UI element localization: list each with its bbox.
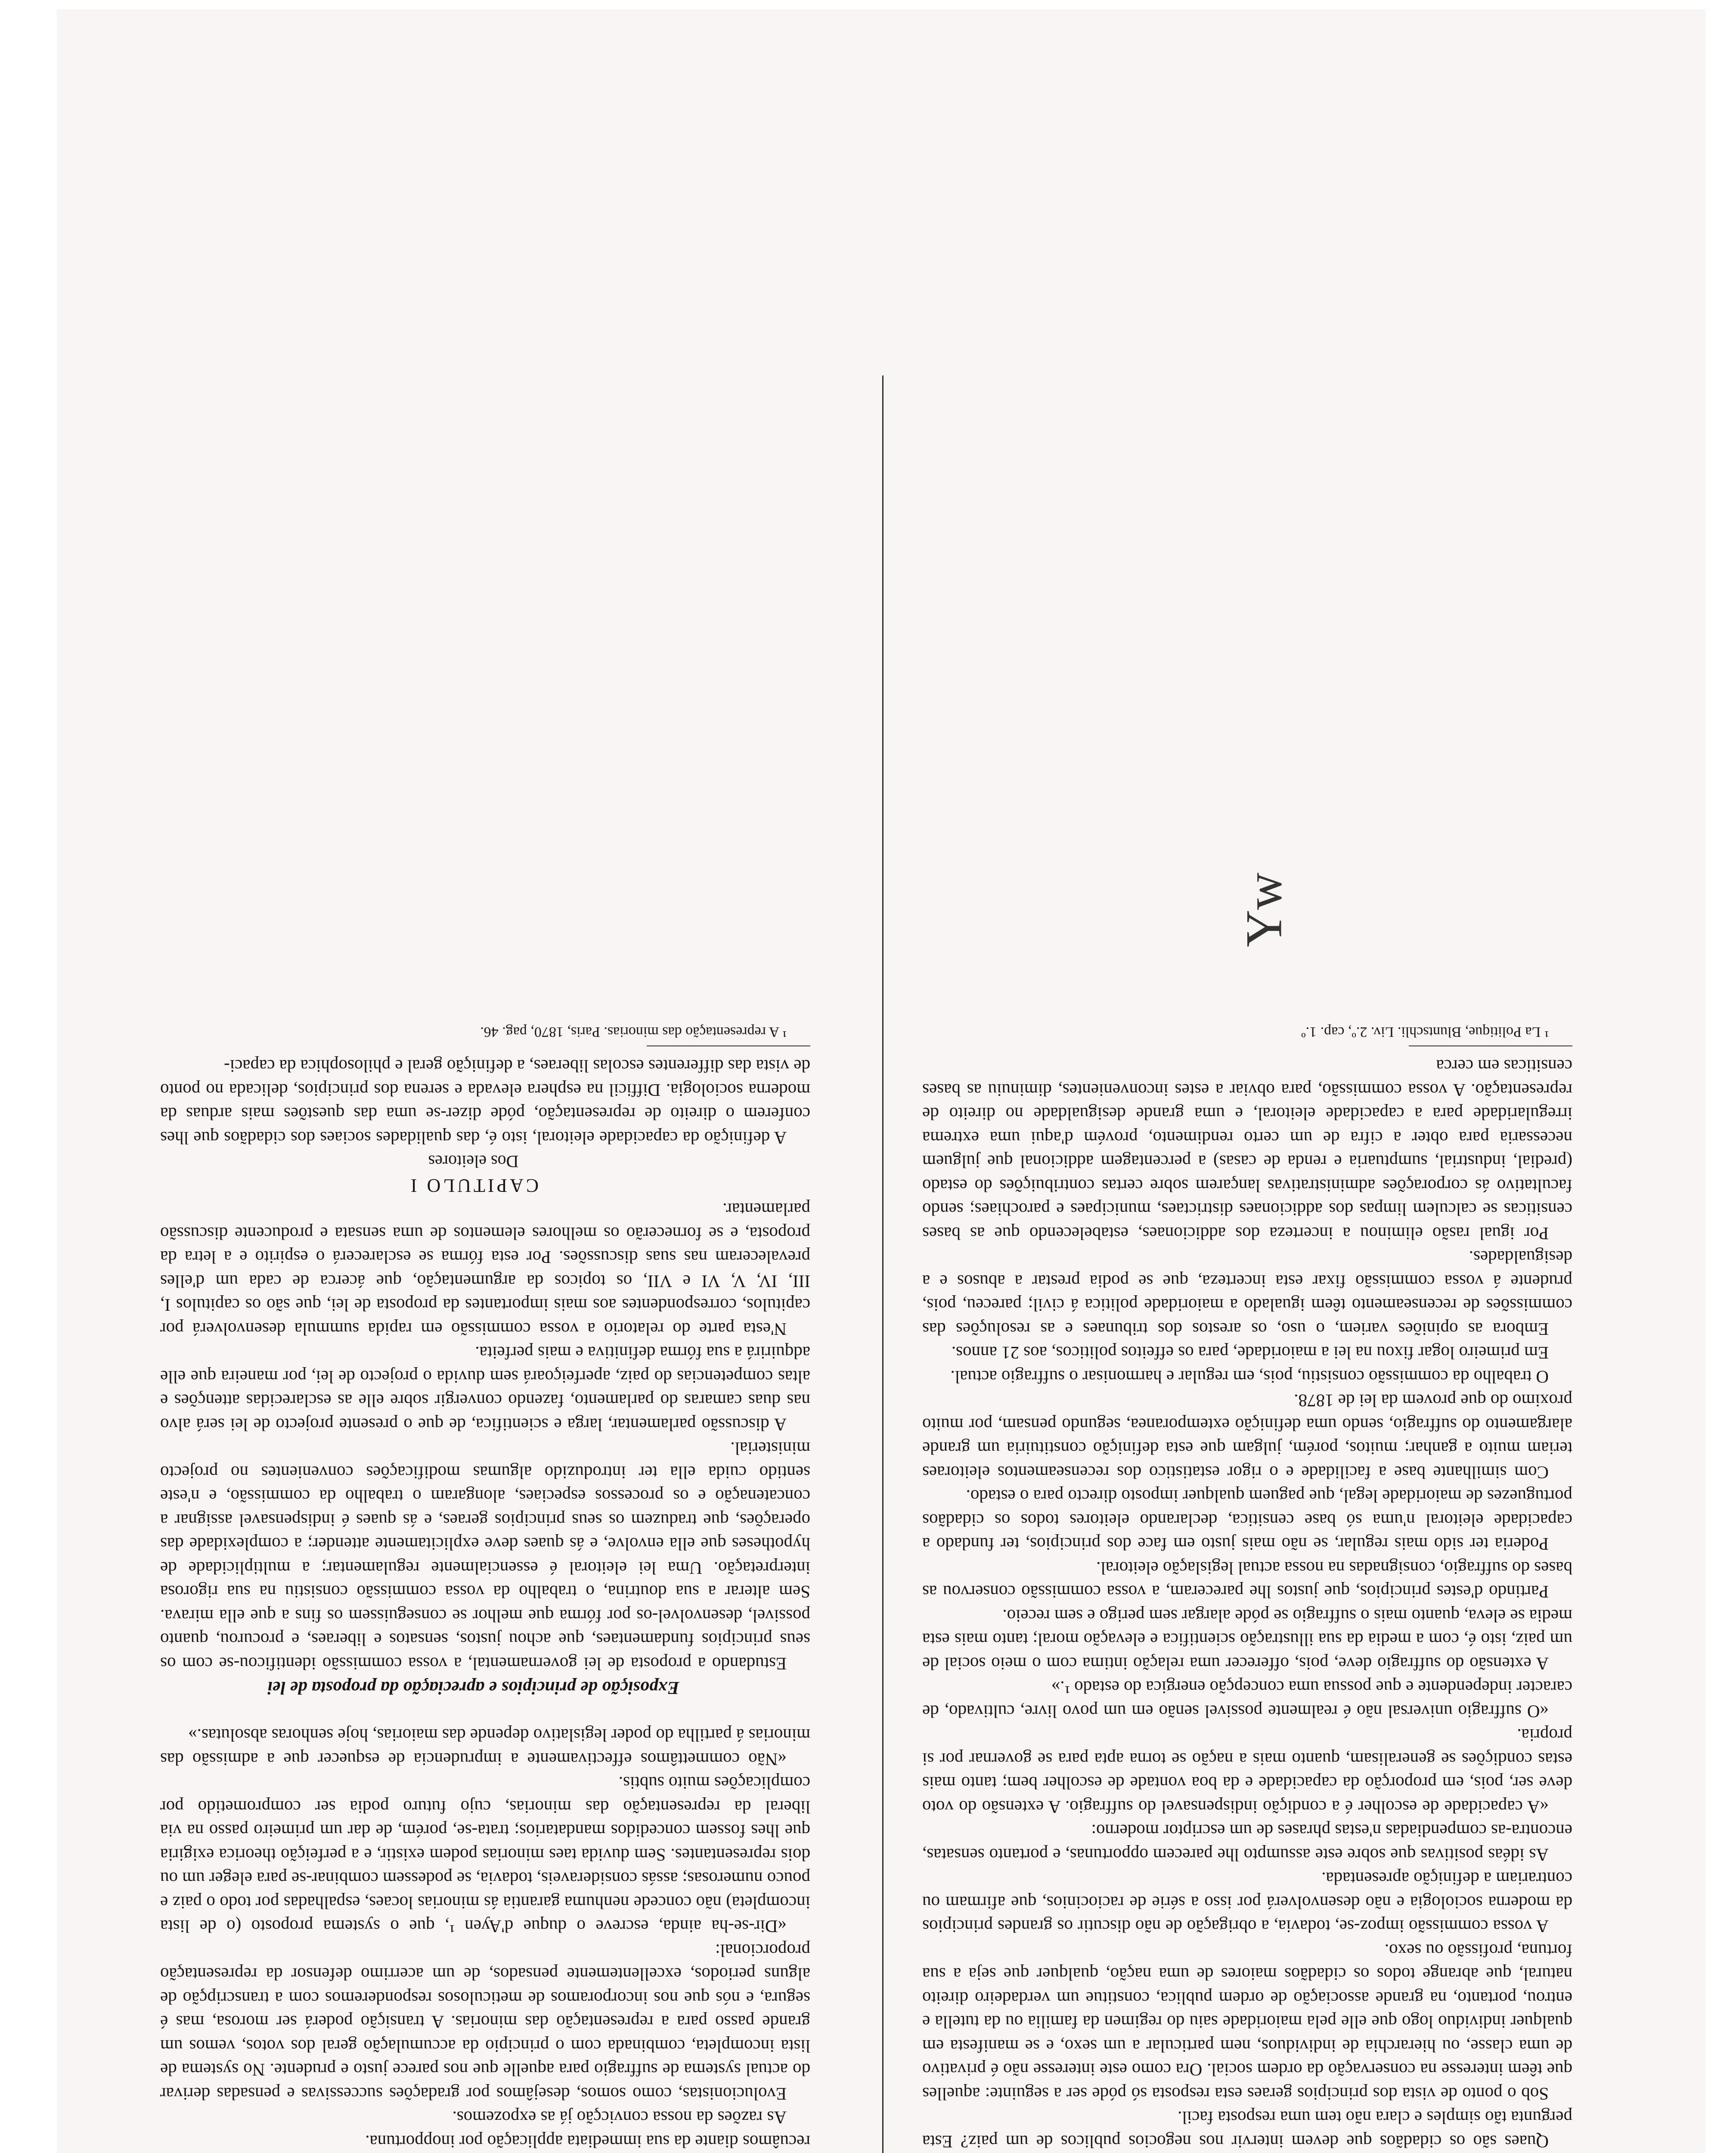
column-divider xyxy=(882,375,884,2153)
paragraph: recuâmos diante da sua immediata applicação por inopportuna. xyxy=(365,2132,810,2152)
quote-paragraph: «Dir-se-ha ainda, escreve o duque d'Ayen ¹, que o systema proposto (o de lista incompleta) não concede nenhuma garantia ás minorias locaes, espalhadas por todo o paiz e pouco numerosas; assás consideraveis, todavia, se podessem combinar-se para eleger um ou dois representantes. Sem duvida taes minorias podem existir, e a perfeição theorica exigiria que lhes fossem concedidos mandatarios; trata-se, porém, de dar um primeiro passo na via liberal da representação das minorias, cujo futuro podia ser comprometido por complicações muito subtis. xyxy=(160,1773,810,1937)
paragraph: Em primeiro logar fixou na lei a maioridade, para os effeitos politicos, aos 21 annos. xyxy=(951,1343,1549,1363)
paragraph: Por igual rasão eliminou a incerteza dos addicionaes, estabelecendo que as bases censiticas se calculem limpas dos addicionaes districtaes, municipaes e parochiaes; sendo facultativo ás corporações administrativas lançarem sobre certas contribuições do estado (predial, industrial, sumptuaria e renda de casas) a percentagem addicional que julguem necessaria para obter a cifra de um certo rendimento, provém d'aqui uma extrema irregularidade para a capacidade eleitoral, e uma grande desigualdade no direito de representação. A vossa commissão, para obviar a estes inconvenientes, diminuiu as bases censiticas em cerca xyxy=(922,1056,1572,1244)
paragraph: As razões da nossa convicção já as expozemos. xyxy=(452,2108,787,2128)
paragraph: Embora as opiniões variem, o uso, os arestos dos tribunaes e as resoluções das commissões de recenseamento têem igualado a maioridade politica á civil; pareceu, pois, prudente á vossa commissão fixar esta incerteza, que se podia prestar a abusos e a desigualdades. xyxy=(922,1247,1572,1339)
paragraph: A vossa commissão impoz-se, todavia, a obrigação de não discutir os grandes principios da moderna sociologia e não desenvolverá por isso a série de raciocinios, que afirmam ou contrariam a definição apresentada. xyxy=(922,1869,1572,1937)
paragraph: Estudando a proposta de lei governamental, a vossa commissão identificou-se com os seus principios fundamentaes, que achou justos, sensatos e liberaes, e procurou, quanto possivel, desenvolvel-os por fórma que melhor se conseguissem os fins a que ella mirava. Sem alterar a sua doutrina, o trabalho da vossa commissão consistiu na sua rigorosa interpretação. Uma lei eleitoral é essencialmente regulamentar; a multiplicidade de hypotheses que ella envolve, e ás quaes deve explicitamente attender; a complexidade das operações, que traduzem os seus principios geraes, e ás quaes é indispensavel assignar a concatenação e os processos especiaes, alongaram o trabalho da commissão, e n'este sentido cuida ella ter introduzido algumas modificações convenientes no projecto ministerial. xyxy=(160,1439,810,1674)
paragraph: N'esta parte do relatorio a vossa commissão em rapida summula desenvolverá por capitulos, correspondentes aos mais importantes da proposta de lei, que são os capitulos I, III, IV, V, VI e VII, os topicos da argumentação, que ácerca de cada um d'elles prevaleceram nas suas discussões. Por esta fórma se esclarecerá o espirito e a letra da proposta, e se fornecerão os melhores elementos de uma sensata e producente discussão parlamentar. xyxy=(160,1200,810,1339)
right-column xyxy=(922,1022,1572,2153)
paragraph: A discussão parlamentar, larga e scientifica, de que o presente projecto de lei será alvo nas duas camaras do parlamento, fazendo convergir sobre elle as esclarecidas attenções e altas competencias do paiz, aperfeiçoará sem duvida o projecto de lei, por maneira que elle adquirirá a sua fórma definitiva e mais perfeita. xyxy=(160,1343,810,1435)
section-title: Exposição de principios e apreciação da proposta de lei xyxy=(267,1678,679,1698)
quote-paragraph: «O suffragio universal não é realmente possivel senão em um povo livre, cultivado, de caracter independente e que possua uma concepção energica do estado ¹.» xyxy=(922,1678,1572,1722)
paragraph: Poderia ter sido mais regular, se não mais justo em face dos principios, ter fundado a capacidade eleitoral n'uma só base censitica, declarando eleitores todos os cidadãos portuguezes de maioridade legal, que paguem qualquer imposto directo para o estado. xyxy=(922,1486,1572,1554)
paragraph: A extensão do suffragio deve, pois, offerecer uma relação intima com o meio social de um paiz, isto é, com a media da sua illustração scientifica e elevação moral; tanto mais esta media se eleva, quanto mais o suffragio se póde alargar sem perigo e sem receio. xyxy=(922,1606,1572,1674)
paragraph: Quaes são os cidadãos que devem intervir nos negocios publicos de um paiz? Esta pergunta tão simples e clara não tem uma resposta facil. xyxy=(922,2108,1572,2152)
paragraph: Sob o ponto de vista dos principios geraes esta resposta só póde ser a seguinte: aquelles que têem interesse na conservação da ordem social. Ora como este interesse não é privativo de uma classe, ou hierarchia de individuos, nem particular a um sexo, e se manifesta em qualquer individuo logo que elle pela maioridade saiu do regimen da familia ou da tutella e entrou, portanto, na grande associação de ordem publica, constitue um verdadeiro direito natural, que abrange todos os cidadãos maiores de uma nação, qualquer que seja a sua fortuna, profissão ou sexo. xyxy=(922,1941,1572,2104)
paragraph: Com similhante base a facilidade e o rigor estatistico dos recenseamentos eleitoraes teriam muito a ganhar; muitos, porém, julgam que esta definição constituiria um grande alargamento do suffragio, sendo uma definição extemporanea, segundo pensam, por muito proximo do que provem da lei de 1878. xyxy=(922,1391,1572,1483)
handwritten-mark: Yw xyxy=(1235,872,1293,947)
footnote-rule xyxy=(1409,1045,1572,1046)
chapter-subtitle: Dos eleitores xyxy=(428,1152,519,1172)
paragraph: Partindo d'estes principios, que justos lhe pareceram, a vossa commissão conservou as bases do suffragio, consignadas na nossa actual legislação eleitoral. xyxy=(922,1558,1572,1602)
paragraph: As idéas positivas que sobre este assumpto lhe parecem opportunas, e portanto sensatas, encontra-as compendiadas n'estas phrases de um escriptor moderno: xyxy=(922,1821,1572,1865)
chapter-title: CAPITULO I xyxy=(408,1175,539,1196)
quote-paragraph: «Não commettâmos effectivamente a imprudencia de esquecer que a admissão das minorias á partilha do poder legislativo depende das maiorias, hoje senhoras absolutas.» xyxy=(160,1725,810,1769)
footnote-rule xyxy=(647,1045,810,1046)
footnote: ¹ La Politique, Bluntschli. Liv. 2.º, cap. 1.º xyxy=(1301,1024,1549,1040)
paragraph: A definição da capacidade eleitoral, isto é, das qualidades sociaes dos cidadãos que lhes conferem o direito de representação, póde dizer-se uma das questões mais arduas da moderna sociologia. Difficil na esphera elevada e serena dos principios, delicada no ponto de vista das differentes escolas liberaes, a definição geral e philosophica da capaci- xyxy=(160,1056,810,1148)
footnote: ¹ A representação das minorias. Paris, 1870, pag. 46. xyxy=(480,1024,787,1040)
left-column xyxy=(160,1022,810,2153)
paragraph: Evolucionistas, como somos, desejâmos por gradações successivas e pensadas derivar do actual systema de suffragio para aquelle que nos parece justo e prudente. No systema de lista incompleta, combinada com o principio da accumulação geral dos votos, vemos um grande passo para a representação das minorias. A transição poderá ser morosa, mas é segura, e nós que nos incorporamos de meticulosos responderemos com a transcripção de alguns periodos, excellentemente pensados, de um acerrimo defensor da representação proporcional: xyxy=(160,1941,810,2104)
spacer xyxy=(160,1700,810,1724)
paragraph: O trabalho da commissão consistiu, pois, em regular e harmonisar o suffragio actual. xyxy=(950,1367,1549,1387)
quote-paragraph: «A capacidade de escolher é a condição indispensavel do suffragio. A extensão do voto deve ser, pois, em proporção da capacidade e da boa vontade de escolher bem; tanto mais estas condições se generalisam, quanto mais a nação se torna apta para se governar por si propria. xyxy=(922,1725,1572,1817)
